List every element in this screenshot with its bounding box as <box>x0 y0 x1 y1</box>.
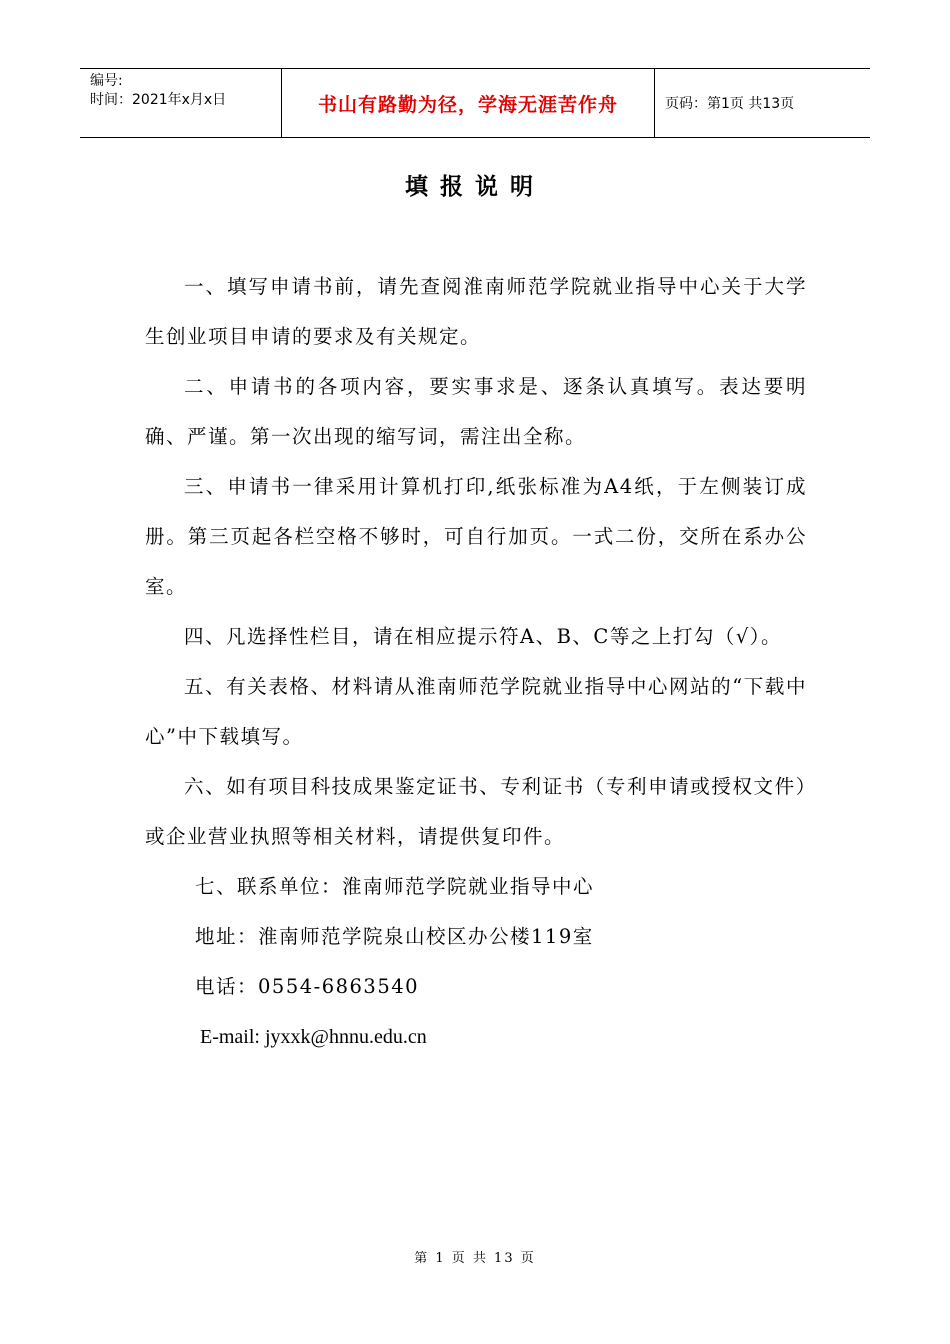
header-motto: 书山有路勤为径，学海无涯苦作舟 <box>282 69 655 137</box>
instruction-paragraph-3: 三、申请书一律采用计算机打印,纸张标准为A4纸，于左侧装订成册。第三页起各栏空格不够时，可自行加页。一式二份，交所在系办公室。 <box>145 475 807 598</box>
header-page-info: 页码：第1页 共13页 <box>665 96 795 112</box>
instruction-paragraph-6: 六、如有项目科技成果鉴定证书、专利证书（专利申请或授权文件）或企业营业执照等相关材料，请提供复印件。 <box>145 775 807 848</box>
contact-address: 地址：淮南师范学院泉山校区办公楼119室 <box>195 925 594 948</box>
header-meta <box>80 69 282 137</box>
page-footer: 第 1 页 共 13 页 <box>414 1251 536 1266</box>
instructions-body <box>145 262 807 1062</box>
document-date: 时间：2021年x月x日 <box>90 92 227 108</box>
instruction-paragraph-1: 一、填写申请书前，请先查阅淮南师范学院就业指导中心关于大学生创业项目申请的要求及有关规定。 <box>145 275 807 348</box>
contact-email: E-mail: jyxxk@hnnu.edu.cn <box>200 1026 427 1048</box>
page-title: 填报说明 <box>405 174 545 200</box>
contact-unit: 七、联系单位：淮南师范学院就业指导中心 <box>195 875 595 898</box>
instruction-paragraph-5: 五、有关表格、材料请从淮南师范学院就业指导中心网站的“下载中心”中下载填写。 <box>145 675 807 748</box>
page-header <box>80 68 870 138</box>
instruction-paragraph-2: 二、申请书的各项内容，要实事求是、逐条认真填写。表达要明确、严谨。第一次出现的缩写词，需注出全称。 <box>145 375 807 448</box>
contact-phone: 电话：0554-6863540 <box>195 975 420 998</box>
document-number-label: 编号: <box>90 73 123 89</box>
instruction-paragraph-4: 四、凡选择性栏目，请在相应提示符A、B、C等之上打勾（√）。 <box>184 625 783 648</box>
